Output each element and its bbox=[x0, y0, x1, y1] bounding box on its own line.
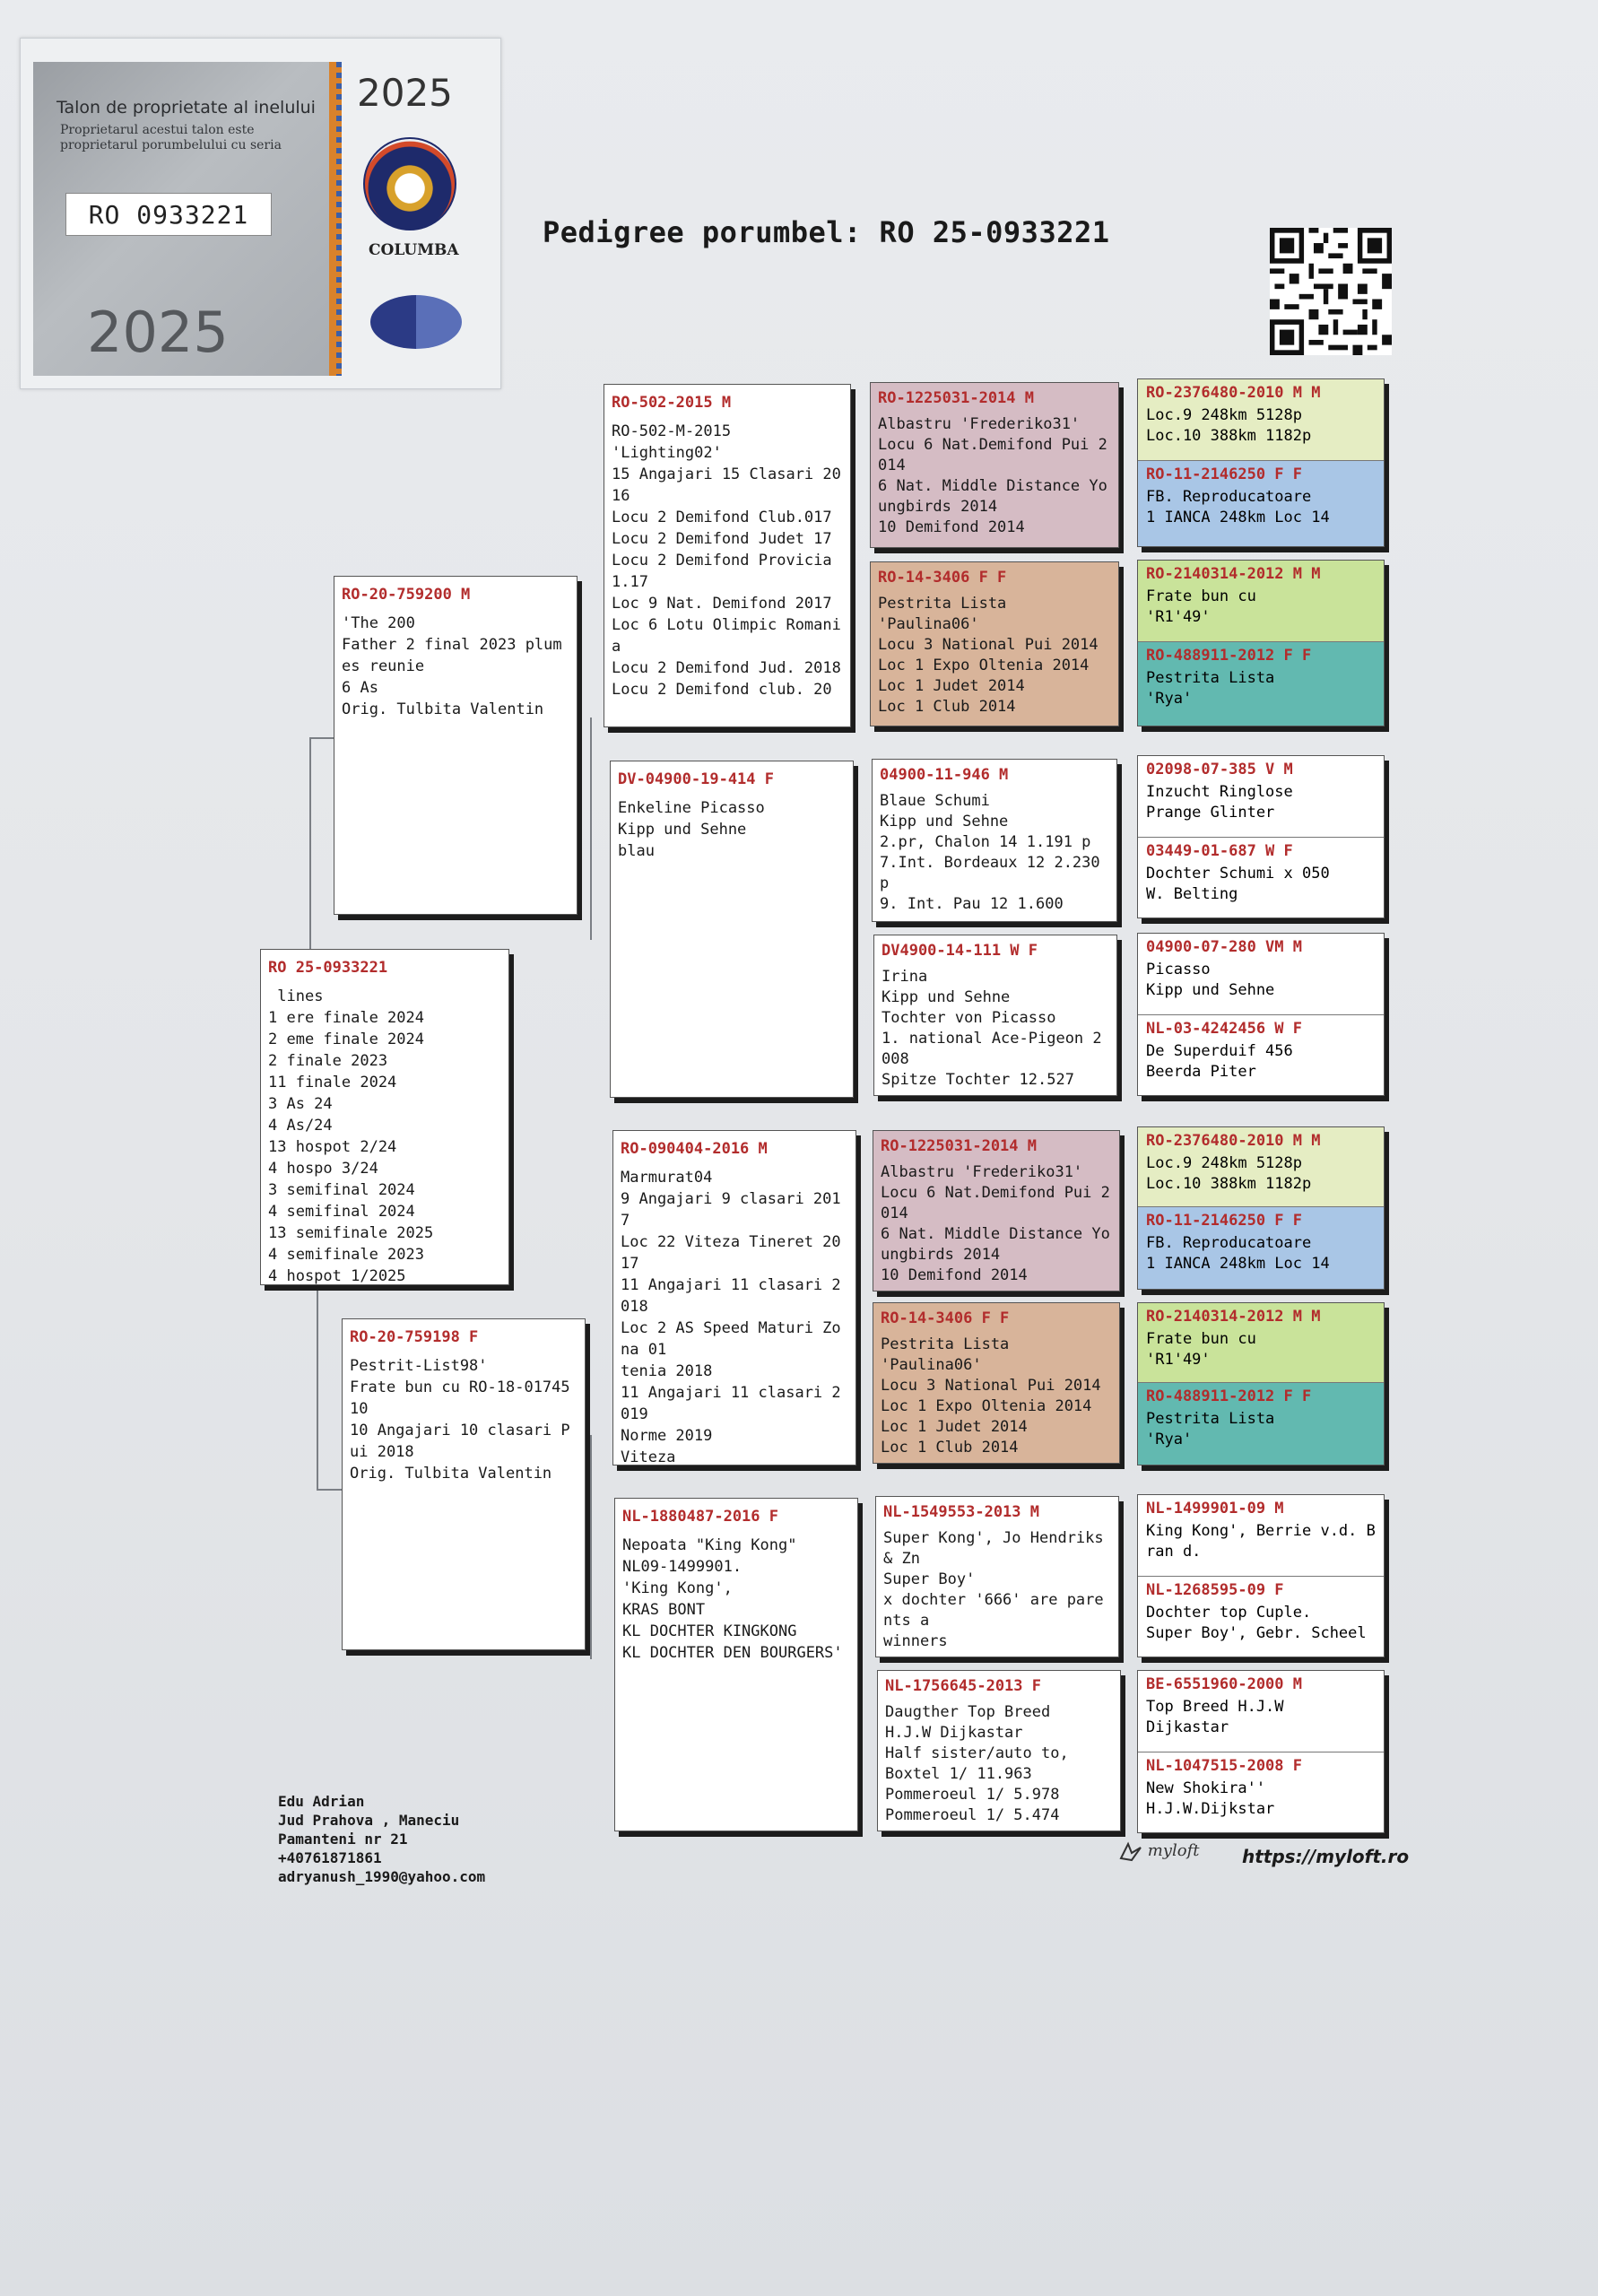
card-text: Super Kong', Jo Hendriks & Zn Super Boy' x dochter '666' are parents a winners bbox=[883, 1529, 1104, 1650]
bird-icon bbox=[1119, 1840, 1142, 1862]
pedigree-card-gen3 bbox=[873, 1302, 1120, 1464]
card-text: lines 1 ere finale 2024 2 eme finale 2024 2 finale 2023 11 finale 2024 3 As 24 4 As/24 13 hospot 2/24 4 hospo 3/24 3 semifinal 2024 4 semifinal 2024 13 semifinale 2025 4 semifinale 2023 4 hospot 1/2025 bbox=[268, 987, 434, 1285]
ring-number: DV4900-14-111 W F bbox=[882, 942, 1038, 960]
gen4-dam bbox=[1138, 1576, 1384, 1657]
owner-email: adryanush_1990@yahoo.com bbox=[278, 1868, 486, 1885]
ring-number: RO-2376480-2010 M M bbox=[1146, 1132, 1321, 1150]
ring-number: NL-1047515-2008 F bbox=[1146, 1757, 1302, 1775]
pedigree-card-gen4 bbox=[1137, 1302, 1385, 1465]
card-text: 'The 200 Father 2 final 2023 plumes reunie 6 As Orig. Tulbita Valentin bbox=[342, 614, 562, 718]
card-text: RO-502-M-2015 'Lighting02' 15 Angajari 15 Clasari 2016 Locu 2 Demifond Club.017 Locu 2 Demifond Judet 17 Locu 2 Demifond Provicia 1.17 Loc 9 Nat. Demifond 2017 Loc 6 Lotu Olimpic Romania Locu 2 Demifond Jud. 2018 Locu 2 Demifond club. 20 bbox=[612, 422, 841, 699]
certificate-year: 2025 bbox=[357, 71, 453, 115]
ring-number: RO-488911-2012 F F bbox=[1146, 647, 1312, 665]
ring-number: 04900-07-280 VM M bbox=[1146, 938, 1302, 956]
ring-number: RO-1225031-2014 M bbox=[881, 1137, 1037, 1155]
gen4-sire bbox=[1138, 934, 1384, 1014]
owner-info bbox=[278, 1792, 485, 1886]
ring-number: RO-11-2146250 F F bbox=[1146, 465, 1302, 483]
page-title: Pedigree porumbel: RO 25-0933221 bbox=[543, 215, 1110, 249]
ring-number: RO-20-759200 M bbox=[342, 586, 471, 604]
gen4-dam bbox=[1138, 1206, 1384, 1290]
owner-county: Jud Prahova , Maneciu bbox=[278, 1812, 460, 1829]
pedigree-card-gen4 bbox=[1137, 1494, 1385, 1657]
ring-number: NL-1549553-2013 M bbox=[883, 1503, 1039, 1521]
ring-number: RO-14-3406 F F bbox=[878, 569, 1007, 587]
pedigree-card-gen3 bbox=[875, 1496, 1119, 1657]
card-text: Pestrita Lista 'Rya' bbox=[1146, 1410, 1275, 1448]
card-text: King Kong', Berrie v.d. Bran d. bbox=[1146, 1522, 1376, 1561]
card-text: Irina Kipp und Sehne Tochter von Picasso 1. national Ace-Pigeon 2008 Spitze Tochter 12.527 bbox=[882, 968, 1102, 1089]
certificate-year-watermark: 2025 bbox=[87, 300, 229, 365]
card-text: Albastru 'Frederiko31' Locu 6 Nat.Demifond Pui 2014 6 Nat. Middle Distance Youngbirds 2014 10 Demifond 2014 bbox=[881, 1163, 1110, 1284]
card-text: Dochter Schumi x 050 W. Belting bbox=[1146, 865, 1330, 903]
pedigree-card-gen4 bbox=[1137, 560, 1385, 726]
ring-number: 04900-11-946 M bbox=[880, 766, 1009, 784]
gen4-dam bbox=[1138, 460, 1384, 547]
ring-number: RO-1225031-2014 M bbox=[878, 389, 1034, 407]
connector bbox=[309, 737, 334, 739]
connector bbox=[590, 718, 592, 940]
ring-certificate bbox=[20, 38, 501, 389]
gen4-sire bbox=[1138, 1671, 1384, 1752]
ring-number: 03449-01-687 W F bbox=[1146, 842, 1293, 860]
card-text: Pestrita Lista 'Paulina06' Locu 3 National Pui 2014 Loc 1 Expo Oltenia 2014 Loc 1 Judet 2014 Loc 1 Club 2014 bbox=[881, 1335, 1101, 1457]
ring-number: RO-2376480-2010 M M bbox=[1146, 384, 1321, 402]
card-text: New Shokira'' H.J.W.Dijkstar bbox=[1146, 1779, 1275, 1818]
ring-number: RO-090404-2016 M bbox=[621, 1140, 768, 1158]
card-text: Nepoata "King Kong" NL09-1499901. 'King Kong', KRAS BONT KL DOCHTER KINGKONG KL DOCHTER DEN BOURGERS' bbox=[622, 1536, 843, 1662]
certificate-ring-number: RO 0933221 bbox=[65, 193, 272, 236]
gen4-sire bbox=[1138, 379, 1384, 460]
ring-number: RO 25-0933221 bbox=[268, 959, 388, 977]
pedigree-card-gen4 bbox=[1137, 1126, 1385, 1290]
columba-logo-icon bbox=[363, 137, 456, 230]
gen4-dam bbox=[1138, 837, 1384, 918]
card-text: Loc.9 248km 5128p Loc.10 388km 1182p bbox=[1146, 406, 1312, 445]
card-text: Frate bun cu 'R1'49' bbox=[1146, 1330, 1256, 1369]
federation-badge-icon bbox=[370, 295, 462, 349]
gen4-dam bbox=[1138, 1752, 1384, 1833]
footer-logo-text: myloft bbox=[1147, 1841, 1200, 1860]
card-text: Inzucht Ringlose Prange Glinter bbox=[1146, 783, 1293, 822]
card-text: Loc.9 248km 5128p Loc.10 388km 1182p bbox=[1146, 1154, 1312, 1193]
card-text: Enkeline Picasso Kipp und Sehne blau bbox=[618, 799, 765, 860]
owner-address: Pamanteni nr 21 bbox=[278, 1831, 408, 1848]
card-text: FB. Reproducatoare 1 IANCA 248km Loc 14 bbox=[1146, 1234, 1330, 1273]
card-text: Marmurat04 9 Angajari 9 clasari 2017 Loc 22 Viteza Tineret 2017 11 Angajari 11 clasari 2018 Loc 2 AS Speed Maturi Zona 01 tenia 2018 11 Angajari 11 clasari 2019 Norme 2019 Viteza bbox=[621, 1169, 841, 1465]
pedigree-card-gen4 bbox=[1137, 378, 1385, 547]
pedigree-card-sire bbox=[334, 576, 578, 915]
owner-phone: +40761871861 bbox=[278, 1849, 382, 1866]
card-text: FB. Reproducatoare 1 IANCA 248km Loc 14 bbox=[1146, 488, 1330, 526]
pedigree-card-gen2 bbox=[604, 384, 851, 727]
card-text: Blaue Schumi Kipp und Sehne 2.pr, Chalon 14 1.191 p 7.Int. Bordeaux 12 2.230 p 9. Int. Pau 12 1.600 bbox=[880, 792, 1100, 913]
ring-number: NL-1499901-09 M bbox=[1146, 1500, 1284, 1518]
gen4-sire bbox=[1138, 1127, 1384, 1206]
pedigree-card-gen4 bbox=[1137, 933, 1385, 1096]
pedigree-card-dam bbox=[342, 1318, 586, 1650]
ring-number: NL-03-4242456 W F bbox=[1146, 1020, 1302, 1038]
gen4-sire bbox=[1138, 1303, 1384, 1382]
ring-number: NL-1756645-2013 F bbox=[885, 1677, 1041, 1695]
ring-number: RO-488911-2012 F F bbox=[1146, 1387, 1312, 1405]
pedigree-card-gen2 bbox=[614, 1498, 858, 1831]
pedigree-card-gen2 bbox=[610, 761, 854, 1098]
gen4-dam bbox=[1138, 1382, 1384, 1465]
card-text: Frate bun cu 'R1'49' bbox=[1146, 587, 1256, 626]
ring-number: DV-04900-19-414 F bbox=[618, 770, 774, 788]
pedigree-card-gen4 bbox=[1137, 1670, 1385, 1833]
ring-number: RO-2140314-2012 M M bbox=[1146, 565, 1321, 583]
qr-code-icon bbox=[1270, 228, 1392, 355]
myloft-logo-icon bbox=[1119, 1840, 1199, 1862]
pedigree-card-gen3 bbox=[872, 759, 1117, 922]
card-text: Picasso Kipp und Sehne bbox=[1146, 961, 1275, 999]
owner-name: Edu Adrian bbox=[278, 1793, 365, 1810]
connector bbox=[590, 1435, 592, 1659]
card-text: Top Breed H.J.W Dijkastar bbox=[1146, 1698, 1284, 1736]
pedigree-card-gen3 bbox=[870, 561, 1119, 726]
pedigree-card-gen3 bbox=[877, 1670, 1121, 1831]
card-text: Pestrita Lista 'Rya' bbox=[1146, 669, 1275, 708]
card-text: Dochter top Cuple. Super Boy', Gebr. Scheel bbox=[1146, 1604, 1367, 1642]
ring-number: RO-2140314-2012 M M bbox=[1146, 1308, 1321, 1326]
card-text: Pestrit-List98' Frate bun cu RO-18-0174510 10 Angajari 10 clasari Pui 2018 Orig. Tulbita Valentin bbox=[350, 1357, 570, 1483]
footer-url[interactable]: https://myloft.ro bbox=[1242, 1846, 1410, 1867]
ring-number: RO-11-2146250 F F bbox=[1146, 1212, 1302, 1230]
pedigree-card-gen0 bbox=[260, 949, 509, 1285]
gen4-sire bbox=[1138, 561, 1384, 641]
ring-number: RO-14-3406 F F bbox=[881, 1309, 1010, 1327]
connector bbox=[317, 1489, 342, 1491]
pedigree-card-gen3 bbox=[870, 382, 1119, 548]
gen4-dam bbox=[1138, 641, 1384, 726]
pedigree-card-gen3 bbox=[873, 1130, 1120, 1292]
ring-number: 02098-07-385 V M bbox=[1146, 761, 1293, 778]
ring-number: NL-1268595-09 F bbox=[1146, 1581, 1284, 1599]
connector bbox=[309, 737, 311, 949]
ring-number: RO-502-2015 M bbox=[612, 394, 732, 412]
gen4-dam bbox=[1138, 1014, 1384, 1096]
card-text: De Superduif 456 Beerda Piter bbox=[1146, 1042, 1293, 1081]
ring-number: RO-20-759198 F bbox=[350, 1328, 479, 1346]
certificate-stub bbox=[33, 62, 336, 376]
certificate-title: Talon de proprietate al inelului bbox=[56, 98, 316, 117]
pedigree-card-gen2 bbox=[612, 1130, 856, 1465]
card-text: Albastru 'Frederiko31' Locu 6 Nat.Demifond Pui 2014 6 Nat. Middle Distance Youngbirds 2014 10 Demifond 2014 bbox=[878, 415, 1107, 536]
ring-number: NL-1880487-2016 F bbox=[622, 1508, 778, 1526]
gen4-sire bbox=[1138, 756, 1384, 837]
pedigree-card-gen4 bbox=[1137, 755, 1385, 918]
connector bbox=[317, 1283, 318, 1489]
certificate-stripe bbox=[336, 62, 342, 376]
card-text: Pestrita Lista 'Paulina06' Locu 3 National Pui 2014 Loc 1 Expo Oltenia 2014 Loc 1 Judet 2014 Loc 1 Club 2014 bbox=[878, 595, 1099, 716]
certificate-logo-name: COLUMBA bbox=[369, 241, 459, 259]
certificate-subtitle: Proprietarul acestui talon este proprietarul porumbelului cu seria bbox=[60, 123, 282, 152]
gen4-sire bbox=[1138, 1495, 1384, 1576]
ring-number: BE-6551960-2000 M bbox=[1146, 1675, 1302, 1693]
card-text: Daugther Top Breed H.J.W Dijkastar Half sister/auto to, Boxtel 1/ 11.963 Pommeroeul 1/ 5.978 Pommeroeul 1/ 5.474 bbox=[885, 1703, 1069, 1824]
pedigree-card-gen3 bbox=[873, 935, 1117, 1096]
